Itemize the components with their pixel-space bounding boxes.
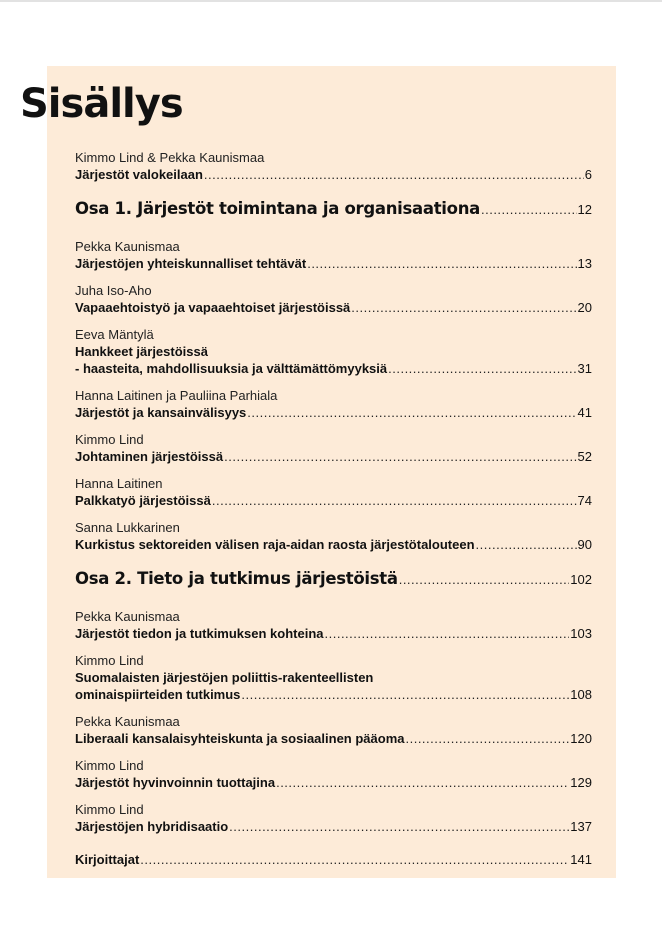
toc-title-row[interactable] bbox=[75, 536, 592, 553]
toc-author: Juha Iso-Aho bbox=[75, 283, 152, 298]
page-number: 12 bbox=[577, 202, 592, 217]
toc-author: Kimmo Lind bbox=[75, 653, 144, 668]
section-title: Osa 1. Järjestöt toimintana ja organisaationa bbox=[75, 199, 480, 218]
toc-title-row[interactable] bbox=[75, 686, 592, 703]
page-number: 13 bbox=[577, 256, 592, 271]
toc-title-row[interactable] bbox=[75, 299, 592, 316]
toc-title: Kirjoittajat bbox=[75, 852, 140, 867]
toc-entry bbox=[75, 653, 592, 703]
dot-leader bbox=[140, 851, 569, 868]
toc-author: Pekka Kaunismaa bbox=[75, 609, 180, 624]
toc-entry bbox=[75, 520, 592, 553]
toc-title: Johtaminen järjestöissä bbox=[75, 449, 224, 464]
section-title: Osa 2. Tieto ja tutkimus järjestöistä bbox=[75, 569, 398, 588]
toc-title: Liberaali kansalaisyhteiskunta ja sosiaalinen pääoma bbox=[75, 731, 405, 746]
page-number: 102 bbox=[570, 572, 592, 587]
toc-entry bbox=[75, 388, 592, 421]
page-number: 90 bbox=[577, 537, 592, 552]
dot-leader bbox=[307, 255, 576, 272]
dot-leader bbox=[399, 570, 570, 590]
page-number: 108 bbox=[570, 687, 592, 702]
dot-leader bbox=[229, 818, 569, 835]
dot-leader bbox=[204, 166, 584, 183]
page-number: 41 bbox=[577, 405, 592, 420]
toc-author: Kimmo Lind bbox=[75, 802, 144, 817]
page-number: 129 bbox=[570, 775, 592, 790]
toc-author: Hanna Laitinen bbox=[75, 476, 163, 491]
toc-title: Kurkistus sektoreiden välisen raja-aidan raosta järjestötalouteen bbox=[75, 537, 475, 552]
top-border bbox=[0, 0, 662, 2]
toc-title-row[interactable] bbox=[75, 818, 592, 835]
page-number: 74 bbox=[577, 493, 592, 508]
toc-title-row[interactable] bbox=[75, 851, 592, 868]
toc-title: Järjestöjen hybridisaatio bbox=[75, 819, 229, 834]
toc-title: ominaispiirteiden tutkimus bbox=[75, 687, 241, 702]
toc-entry bbox=[75, 239, 592, 272]
page-number: 120 bbox=[570, 731, 592, 746]
toc-author: Pekka Kaunismaa bbox=[75, 239, 180, 254]
toc-entry bbox=[75, 283, 592, 316]
toc-entry-authors bbox=[75, 851, 592, 868]
dot-leader bbox=[476, 536, 577, 553]
toc-title-row[interactable] bbox=[75, 774, 592, 791]
dot-leader bbox=[481, 200, 577, 220]
toc-title-row[interactable] bbox=[75, 492, 592, 509]
dot-leader bbox=[224, 448, 576, 465]
dot-leader bbox=[405, 730, 569, 747]
dot-leader bbox=[212, 492, 577, 509]
page-number: 20 bbox=[577, 300, 592, 315]
toc-author: Hanna Laitinen ja Pauliina Parhiala bbox=[75, 388, 278, 403]
toc-title: Järjestöt valokeilaan bbox=[75, 167, 203, 182]
page-number: 137 bbox=[570, 819, 592, 834]
toc-title-row[interactable] bbox=[75, 166, 592, 183]
toc-entry bbox=[75, 758, 592, 791]
page-number: 6 bbox=[584, 167, 592, 182]
toc-title: - haasteita, mahdollisuuksia ja välttämättömyyksiä bbox=[75, 361, 388, 376]
toc-title-row[interactable] bbox=[75, 360, 592, 377]
section-heading-part1[interactable] bbox=[75, 199, 592, 220]
section-heading-part2[interactable] bbox=[75, 569, 592, 590]
toc-author: Kimmo Lind bbox=[75, 758, 144, 773]
dot-leader bbox=[388, 360, 576, 377]
dot-leader bbox=[325, 625, 570, 642]
toc-title-row[interactable] bbox=[75, 625, 592, 642]
page-number: 103 bbox=[570, 626, 592, 641]
dot-leader bbox=[276, 774, 569, 791]
toc-author: Kimmo Lind & Pekka Kaunismaa bbox=[75, 150, 265, 165]
page-title: Sisällys bbox=[20, 81, 183, 127]
toc-title-line[interactable]: Suomalaisten järjestöjen poliittis-rakenteellisten bbox=[75, 670, 374, 685]
toc-title-row[interactable] bbox=[75, 404, 592, 421]
dot-leader bbox=[247, 404, 576, 421]
toc-entry bbox=[75, 150, 592, 183]
toc-title-row[interactable] bbox=[75, 448, 592, 465]
toc-author: Sanna Lukkarinen bbox=[75, 520, 180, 535]
page-number: 31 bbox=[577, 361, 592, 376]
toc-author: Kimmo Lind bbox=[75, 432, 144, 447]
toc-entry bbox=[75, 609, 592, 642]
toc-title-line[interactable]: Hankkeet järjestöissä bbox=[75, 344, 208, 359]
toc-title: Vapaaehtoistyö ja vapaaehtoiset järjestöissä bbox=[75, 300, 351, 315]
toc-title: Järjestöjen yhteiskunnalliset tehtävät bbox=[75, 256, 307, 271]
toc-entry bbox=[75, 432, 592, 465]
toc-title: Palkkatyö järjestöissä bbox=[75, 493, 211, 508]
dot-leader bbox=[241, 686, 569, 703]
dot-leader bbox=[351, 299, 576, 316]
toc-title: Järjestöt ja kansainvälisyys bbox=[75, 405, 247, 420]
toc-title-row[interactable] bbox=[75, 255, 592, 272]
toc-entry bbox=[75, 714, 592, 747]
toc-title: Järjestöt tiedon ja tutkimuksen kohteina bbox=[75, 626, 324, 641]
table-of-contents bbox=[75, 150, 592, 868]
toc-author: Pekka Kaunismaa bbox=[75, 714, 180, 729]
toc-author: Eeva Mäntylä bbox=[75, 327, 154, 342]
page-number: 141 bbox=[570, 852, 592, 867]
toc-entry bbox=[75, 476, 592, 509]
toc-title-row[interactable] bbox=[75, 730, 592, 747]
toc-entry bbox=[75, 802, 592, 835]
toc-entry bbox=[75, 327, 592, 377]
toc-title: Järjestöt hyvinvoinnin tuottajina bbox=[75, 775, 276, 790]
page-number: 52 bbox=[577, 449, 592, 464]
